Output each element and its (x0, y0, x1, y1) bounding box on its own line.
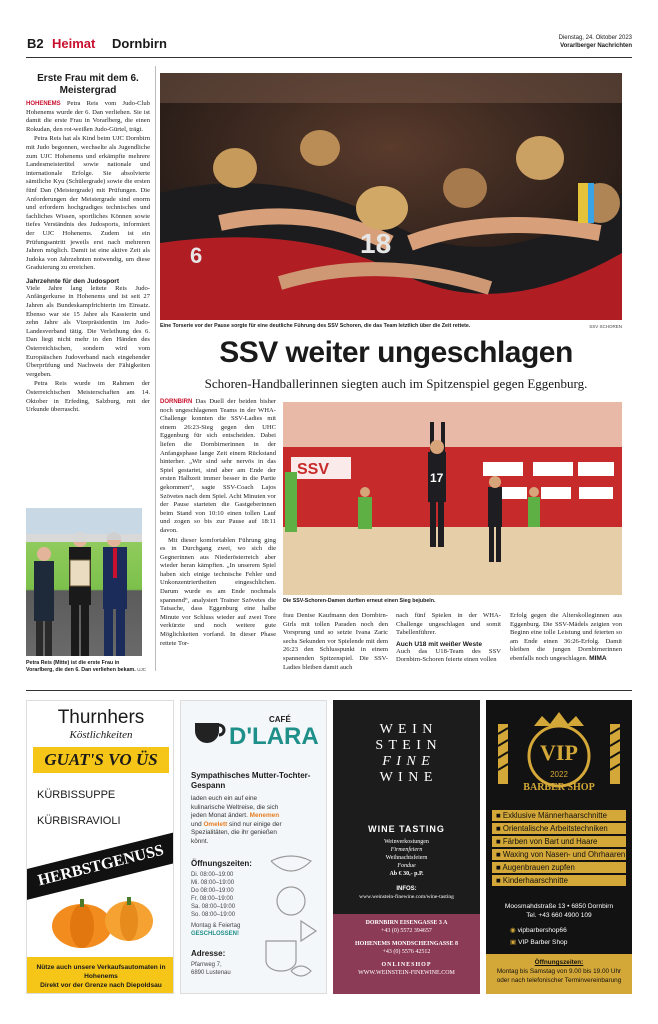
ads-divider (26, 690, 632, 691)
vip-service: ■ Kinderhaarschnitte (492, 875, 626, 886)
wine-info-label: INFOS: (396, 886, 417, 892)
wine-tasting-title: WINE TASTING (368, 824, 445, 834)
top-photo-credit: SSV SCHOREN (589, 324, 622, 329)
header-rule (26, 57, 632, 58)
cafe-text: laden euch ein auf eine kulinarische Weltreise, die sich jeden Monat ändert. (191, 795, 279, 819)
svg-text:SSV: SSV (297, 461, 330, 478)
top-photo-caption: Eine Torserie vor der Pause sorgte für eine deutliche Führung des SSV Schoren, die das Team letztlich über die Zeit rettete. (160, 323, 471, 329)
thurnher-note-line: Direkt vor der Grenze nach Diepoldsau (40, 982, 162, 989)
wine-detail: Fondue (397, 863, 416, 869)
main-article-column-3 (396, 612, 501, 665)
thurnher-banner: HERBSTGENUSS (26, 832, 174, 900)
cafe-text: und (191, 820, 202, 828)
wine-detail: Firmenfeiern (390, 847, 423, 853)
cafe-hours-row: Mi. 08:00–19:00 (191, 880, 235, 886)
wine-shop-label: ONLINESHOP (381, 962, 432, 968)
left-photo-caption (26, 660, 148, 673)
vip-phone: Tel. +43 660 4900 109 (526, 912, 592, 919)
main-article-text: Auch das U18-Team des SSV Dornbirn-Schoren feierte einen vollen (396, 647, 501, 664)
thurnher-brand: Thurnhers (57, 707, 145, 728)
wine-phone: +43 (0) 5572 394657 (381, 927, 432, 934)
photo-credit: UJC (137, 666, 146, 672)
cafe-hours-row: Sa. 08:00–19:00 (191, 904, 236, 910)
cafe-holiday: Montag & Feiertag (191, 923, 241, 929)
caption-text: Petra Reis (Mitte) ist die erste Frau in Vorarlberg, die den 6. Dan verliehen bekam. (26, 660, 136, 673)
cafe-text: sind nur einige der Spezialitäten, die ihr genießen könnt. (191, 820, 282, 845)
publication-name: Vorarlberger Nachrichten (560, 43, 632, 49)
vip-contact (486, 902, 632, 920)
wine-location: DORNBIRN EISENGASSE 3 A (365, 920, 448, 926)
wine-detail: Weihnachtsfeiern (385, 855, 428, 861)
vip-year: 2022 (550, 770, 568, 779)
left-article-paragraph: Viele Jahre lang leitete Reis Judo-Anfängerkurse in Hohenems und ist seit 27 Jahren als Bundeskampfrichterin im Einsatz. Ebenso war sie 15 Jahre als Kassierin und zehn Jahre als Vizepräsidentin im Judo-Landesverband tätig. Die Verleihung des 6. Dan liegt nicht mehr in den Händen des Österreichischen, sondern wird vom Europäischen Judoverband nach eingehender Überprüfung und Nachweis der Fähigkeiten vergeben. (26, 284, 150, 378)
cafe-address-line: Pfarrweg 7, (191, 962, 222, 968)
cafe-dish: Omelett (203, 820, 228, 828)
cafe-label: CAFÉ (269, 715, 291, 724)
instagram-icon: ◉ (510, 927, 516, 934)
left-article-subhead: Jahrzehnte für den Judosport (26, 277, 120, 285)
pumpkin-icon (47, 881, 157, 951)
thurnher-item: KÜRBISRAVIOLI (37, 815, 121, 827)
vip-service: ■ Orientalische Arbeitstechniken (492, 823, 626, 834)
thurnher-note (27, 963, 174, 990)
vip-address: Moosmahdstraße 13 • 6850 Dornbirn (504, 903, 614, 910)
vip-service: ■ Waxing von Nasen- und Ohrhaaren (492, 849, 626, 860)
thurnher-note-line: Nütze auch unsere Verkaufsautomaten in Hohenems (36, 964, 166, 980)
thurnher-ad[interactable] (26, 700, 174, 994)
vip-hours (486, 958, 632, 985)
cafe-hours-row: So. 08:00–19:00 (191, 912, 236, 918)
main-subheadline: Schoren-Handballerinnen siegten auch im Spitzenspiel gegen Eggenburg. (204, 376, 588, 391)
thurnher-item: KÜRBISSUPPE (37, 789, 116, 801)
cafe-hours (191, 871, 235, 919)
cafe-address (191, 961, 231, 977)
page-number: B2 (27, 36, 44, 51)
svg-text:6: 6 (190, 243, 203, 268)
main-article-text: Das Duell der beiden bisher noch ungeschlagenen Teams in der WHA-Challenge konnten die SSV-Ladies mit einem 26:23-Sieg gegen den UHC Eggenburg für sich entscheiden. Dabei liefen die Dornbirnerinnen in der Anfangsphase lange Zeit einem Rückstand hinterher. „Wir sind sehr nervös in das Spiel gestartet, sind aber am Ende der ersten Halbzeit immer besser in die Partie gekommen“, sagte SSV-Coach Lajos Szövetes nach dem Spiel. Acht Minuten vor der Pause starteten die Gastgeberinnen beim Stand von 10:10 einen tollen Lauf und zogen so bis zur Pause auf 18:11 davon. (160, 398, 276, 534)
weinstein-logo (333, 722, 480, 786)
region-name: Dornbirn (112, 36, 167, 51)
weinstein-logo-line: W I N E (379, 770, 434, 785)
team-huddle-illustration (160, 73, 622, 320)
main-article-text: nach fünf Spielen in der WHA-Challenge ungeschlagen und somit Tabellenführer. (396, 612, 501, 637)
cafe-description (191, 795, 291, 846)
cafe-hours-row: Fr. 08:00–19:00 (191, 896, 234, 902)
cafe-dish: Menemen (249, 812, 280, 819)
main-article-location: DORNBIRN (160, 399, 193, 405)
coffee-cup-icon (193, 715, 227, 745)
cafe-closed: GESCHLOSSEN! (191, 931, 240, 937)
handball-court-illustration (283, 402, 622, 595)
vip-barbershop-ad[interactable] (486, 700, 632, 994)
cafe-address-title: Adresse: (191, 949, 226, 958)
left-article-body (26, 100, 150, 415)
wine-locations (333, 920, 480, 977)
judo-ceremony-illustration (26, 508, 142, 656)
wine-phone: +43 (0) 5576 42512 (382, 948, 431, 955)
coffee-doodles-icon (261, 851, 325, 991)
handball-celebration-photo (283, 402, 622, 595)
cafe-hours-row: Di. 08:00–19:00 (191, 872, 234, 878)
section-name: Heimat (52, 36, 96, 51)
weinstein-logo-line: S T E I N (375, 738, 438, 753)
facebook-icon: ▣ (510, 939, 517, 946)
judo-ceremony-photo (26, 508, 142, 656)
left-article-paragraph: Petra Reis wurde im Rahmen der Österreichischen Meisterschaften am 14. Oktober in Erfeding, Salzburg, mit der Urkunde überrascht. (26, 380, 150, 414)
vip-hours-title: Öffnungszeiten: (534, 959, 584, 966)
vip-hours-line: Montag bis Samstag von 9.00 bis 19.00 Uhr (496, 968, 622, 975)
cafe-address-line: 6890 Lustenau (191, 970, 231, 976)
main-article-subhead: Auch U18 mit weißer Weste (396, 640, 482, 648)
weinstein-ad[interactable] (333, 700, 480, 994)
main-article-column-1 (160, 398, 276, 648)
vip-hours-line: oder nach telefonischer Terminvereinbarung (496, 977, 622, 984)
thurnher-slogan: GUAT'S VO ÜS (33, 747, 169, 773)
left-article-title: Erste Frau mit dem 6. Meistergrad (37, 73, 139, 96)
svg-text:17: 17 (430, 471, 444, 485)
wine-location: HOHENEMS MONDSCHEINGASSE 8 (354, 941, 459, 947)
left-article-paragraph: Petra Reis hat als Kind beim UJC Dornbirn mit Judo begonnen, wechselte als Jugendliche zum UJC Hohenems und erkämpfte mehrere Landesmeistertitel sowie nationale und internationale Erfolge. Sie absolvierte sämtliche Kyu (Schülergrade) sowie die ersten fünf Dan (Meistergrade) mit Prüfungen. Die Anforderungen der Meistergrade sind enorm und erfordern hochgradiges technisches und fachliches Wissen, sportliches Können sowie tiefes Verständnis des Judosports, informiert der UJC Hohenems. Zudem ist ein Prüfungsantritt jeweils erst nach mehreren Jahren möglich. Damit ist eine aktive Zeit als Judoka von Jahrzehnten notwendig, um diese Graduierung zu erreichen. (26, 135, 150, 272)
vip-logo: VIP (540, 740, 578, 765)
author-initials: MIMA (589, 654, 607, 662)
vip-name: BARBER SHOP (523, 782, 595, 793)
column-divider (155, 66, 156, 671)
main-article-column-4 (510, 612, 622, 664)
weinstein-logo-line: F I N E (382, 754, 431, 769)
wine-info-url[interactable]: www.weinstein-finewine.com/wine-tasting (359, 894, 454, 900)
left-article-location: HOHENEMS (26, 101, 61, 107)
issue-date: Dienstag, 24. Oktober 2023 (558, 35, 632, 41)
thurnher-tagline: Köstlichkeiten (69, 729, 133, 741)
main-headline: SSV weiter ungeschlagen (219, 336, 573, 369)
main-article-text: Erfolg gegen die Alterskolleginnen aus Eggenburg. Die SSV-Mädels zeigten von Beginn eine tolle Leistung und feierten so am Ende einen 36:26-Erfolg. Damit bleiben die jungen Dornbirnerinnen ebenfalls noch ungeschlagen. (510, 612, 622, 662)
vip-service: ■ Augenbrauen zupfen (492, 862, 626, 873)
wine-tasting-details (333, 838, 480, 878)
wine-detail: Weinverkostungen (384, 839, 429, 845)
left-article-lead: Petra Reis vom Judo-Club Hohenems wurde der 6. Dan verliehen. Sie ist damit die erste Frau in Vorarlberg, die einen Rokudan, den rot-weißen Judo-Gürtel, trägt. (26, 100, 150, 133)
cafe-hours-title: Öffnungszeiten: (191, 859, 252, 868)
team-huddle-photo (160, 73, 622, 320)
svg-text:18: 18 (360, 228, 392, 259)
vip-service: ■ Exklusive Männerhaarschnitte (492, 810, 626, 821)
vip-instagram[interactable]: ◉ vipbarbershop66 (510, 927, 567, 934)
weinstein-logo-line: W E I N (379, 722, 434, 737)
handball-photo-caption: Die SSV-Schoren-Damen durften erneut einen Sieg bejubeln. (283, 598, 436, 604)
vip-facebook[interactable]: ▣ VIP Barber Shop (510, 939, 568, 946)
cafe-name: D'LARA (229, 723, 319, 750)
cafe-headline: Sympathisches Mutter-Tochter-Gespann (191, 771, 311, 790)
vip-service: ■ Färben von Bart und Haare (492, 836, 626, 847)
wine-shop-url[interactable]: WWW.WEINSTEIN-FINEWINE.COM (358, 969, 455, 976)
main-article-column-2: frau Denise Kaufmann den Dornbirn-Girls mit tollen Paraden noch den Vorsprung und so setzte Ivana Zaric sechs Sekunden vor Spielende mit dem 26:23 den Schlusspunkt in einem spannenden Spitzenspiel. Die SSV-Ladies bleiben damit auch (283, 612, 388, 671)
cafe-hours-row: Do 08:00–19:00 (191, 888, 234, 894)
cafe-dlara-ad[interactable] (180, 700, 327, 994)
wine-price: Ab € 30,- p.P. (389, 871, 424, 877)
vip-services (492, 810, 626, 886)
main-article-text: Mit dieser komfortablen Führung ging es in Durchgang zwei, wo sich die Gegnerinnen aus Niederösterreich aber wieder heran kämpften. „In unserem Spiel haben sich einige technische Fehler und Unkonzentriertheiten eingeschlichen. Darum wurde es am Ende nochmals spannend“, analysiert Trainer Szövetes die Tatsache, dass Eggenburg eine halbe Minute vor Schluss wieder auf zwei Tore verkürzte und noch weitere gute Möglichkeiten vorfand. In dieser Phase rettete Tor- (160, 536, 276, 647)
